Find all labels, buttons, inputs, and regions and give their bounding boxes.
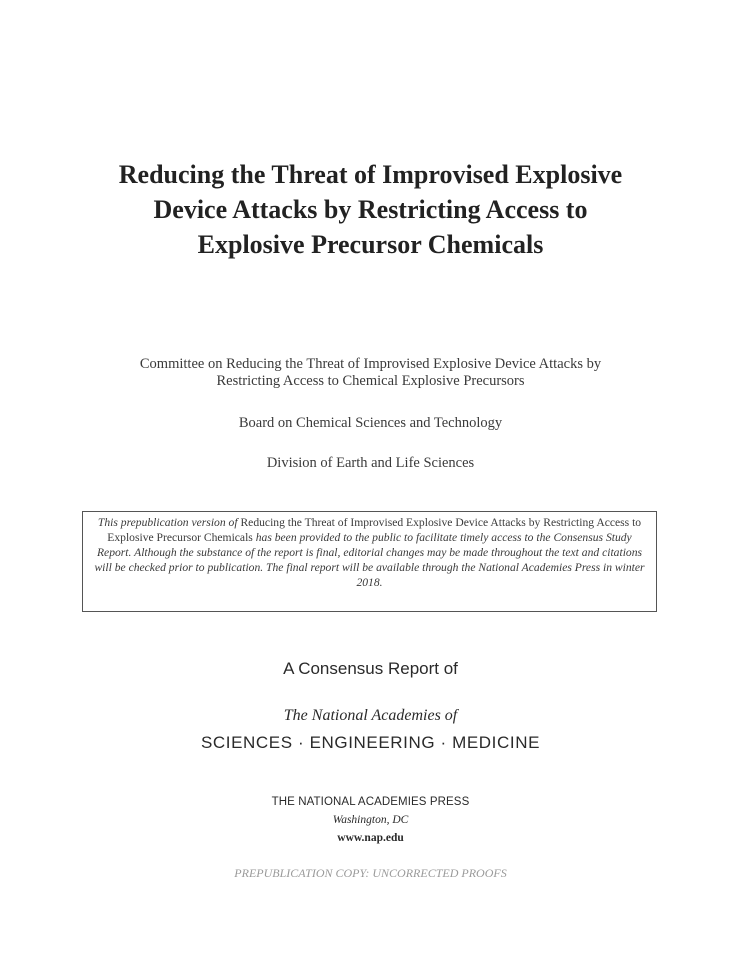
notice-report-title: Reducing the Threat of Improvised Explosive Device Attacks by Restricting Access to Explosive Precursor Chemicals [107, 516, 642, 544]
press-name: THE NATIONAL ACADEMIES PRESS [271, 796, 470, 808]
committee-name-line-1: Committee on Reducing the Threat of Improvised Explosive Device Attacks by [139, 356, 602, 372]
consensus-report-label: A Consensus Report of [283, 659, 458, 678]
notice-text-body: has been provided to the public to facilitate timely access to the Consensus Study Report. Although the substance of the report is final, editorial changes may be made throughout the text and citations will be checked prior to publication. The final report will be available through the National Academies Press in winter 2018. [94, 531, 645, 589]
notice-text-intro: This prepublication version of [97, 516, 241, 529]
prepublication-footer: PREPUBLICATION COPY: UNCORRECTED PROOFS [234, 866, 507, 880]
division-name: Division of Earth and Life Sciences [266, 455, 475, 471]
report-title-line-1: Reducing the Threat of Improvised Explosive [118, 160, 623, 189]
report-title-line-3: Explosive Precursor Chemicals [197, 230, 544, 259]
report-title [40, 157, 701, 262]
nas-logo-top-line: The National Academies of [283, 707, 458, 724]
committee-name [60, 356, 681, 390]
report-title-line-2: Device Attacks by Restricting Access to [153, 195, 588, 224]
press-url: www.nap.edu [337, 832, 404, 844]
nas-logo-bottom-line: SCIENCES · ENGINEERING · MEDICINE [200, 733, 541, 752]
committee-name-line-2: Restricting Access to Chemical Explosive Precursors [216, 373, 525, 389]
press-city: Washington, DC [332, 814, 409, 826]
prepublication-notice-box [82, 511, 657, 612]
board-name: Board on Chemical Sciences and Technology [238, 415, 503, 431]
